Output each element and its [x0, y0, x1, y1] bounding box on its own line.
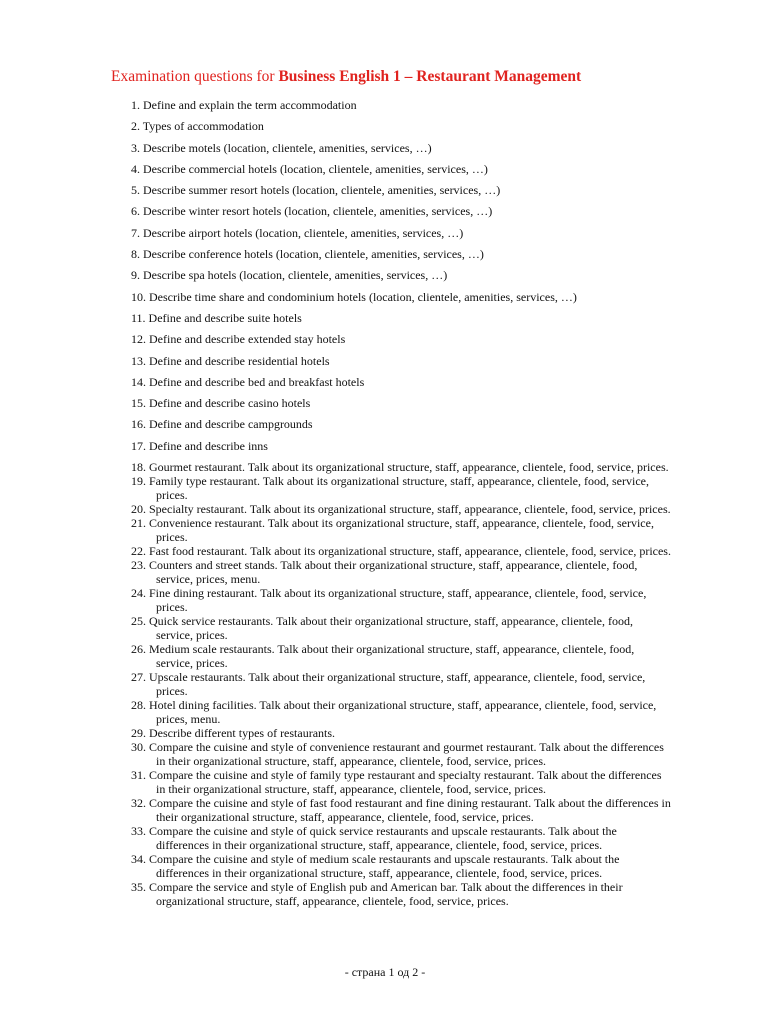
question-item: 9. Describe spa hotels (location, clientele, amenities, services, …) — [131, 268, 448, 283]
question-item: 25. Quick service restaurants. Talk about their organizational structure, staff, appearance, clientele, food, service, prices. — [131, 614, 633, 643]
question-item: 35. Compare the service and style of English pub and American bar. Talk about the differences in their organizational structure, staff, appearance, clientele, food, service, prices. — [131, 880, 623, 909]
question-item: 4. Describe commercial hotels (location, clientele, amenities, services, …) — [131, 161, 488, 176]
question-item: 1. Define and explain the term accommodation — [131, 98, 357, 112]
question-item: 21. Convenience restaurant. Talk about its organizational structure, staff, appearance, clientele, food, service, prices. — [131, 516, 654, 545]
question-item: 22. Fast food restaurant. Talk about its organizational structure, staff, appearance, clientele, food, service, prices. — [131, 544, 671, 559]
question-list — [131, 98, 671, 908]
question-item: 18. Gourmet restaurant. Talk about its organizational structure, staff, appearance, clientele, food, service, prices. — [131, 460, 669, 475]
question-item: 11. Define and describe suite hotels — [131, 310, 302, 325]
question-item: 32. Compare the cuisine and style of fast food restaurant and fine dining restaurant. Talk about the differences in their organizational structure, staff, appearance, clientele, food, service, prices. — [131, 796, 671, 825]
question-item: 28. Hotel dining facilities. Talk about their organizational structure, staff, appearance, clientele, food, service, prices, menu. — [131, 698, 657, 727]
question-item: 26. Medium scale restaurants. Talk about their organizational structure, staff, appearance, clientele, food, service, prices. — [131, 642, 635, 671]
document-title — [111, 68, 581, 86]
question-item: 13. Define and describe residential hotels — [131, 353, 330, 368]
title-course: Business English 1 – Restaurant Management — [278, 68, 582, 85]
question-item: 19. Family type restaurant. Talk about its organizational structure, staff, appearance, clientele, food, service, prices. — [131, 474, 649, 503]
question-item: 2. Types of accommodation — [131, 119, 264, 134]
question-item: 10. Describe time share and condominium hotels (location, clientele, amenities, services, …) — [131, 289, 577, 304]
question-item: 6. Describe winter resort hotels (location, clientele, amenities, services, …) — [131, 204, 493, 219]
question-item: 14. Define and describe bed and breakfast hotels — [131, 374, 365, 389]
title-prefix: Examination questions for — [111, 68, 279, 85]
question-item: 8. Describe conference hotels (location, clientele, amenities, services, …) — [131, 247, 484, 262]
question-item: 17. Define and describe inns — [131, 438, 268, 453]
question-item: 31. Compare the cuisine and style of family type restaurant and specialty restaurant. Talk about the differences in their organizational structure, staff, appearance, clientele, food, service, prices. — [131, 768, 662, 797]
question-item: 15. Define and describe casino hotels — [131, 396, 311, 411]
question-item: 20. Specialty restaurant. Talk about its organizational structure, staff, appearance, clientele, food, service, prices. — [131, 502, 671, 517]
question-item: 33. Compare the cuisine and style of quick service restaurants and upscale restaurants. Talk about the differences in their organizational structure, staff, appearance, clientele, food, service, prices. — [131, 824, 617, 853]
question-item: 24. Fine dining restaurant. Talk about its organizational structure, staff, appearance, clientele, food, service, prices. — [131, 586, 647, 615]
question-item: 23. Counters and street stands. Talk about their organizational structure, staff, appearance, clientele, food, service, prices, menu. — [131, 558, 638, 587]
question-item: 3. Describe motels (location, clientele, amenities, services, …) — [131, 140, 432, 155]
question-item: 16. Define and describe campgrounds — [131, 417, 313, 432]
question-item: 12. Define and describe extended stay hotels — [131, 332, 346, 347]
question-item: 29. Describe different types of restaurants. — [131, 726, 336, 741]
page-footer: - страна 1 од 2 - — [344, 965, 426, 979]
question-item: 5. Describe summer resort hotels (location, clientele, amenities, services, …) — [131, 183, 501, 198]
question-item: 34. Compare the cuisine and style of medium scale restaurants and upscale restaurants. Talk about the differences in their organizational structure, staff, appearance, clientele, food, service, prices. — [131, 852, 620, 881]
question-item: 30. Compare the cuisine and style of convenience restaurant and gourmet restaurant. Talk about the differences in their organizational structure, staff, appearance, clientele, food, service, prices. — [131, 740, 664, 769]
question-item: 27. Upscale restaurants. Talk about their organizational structure, staff, appearance, clientele, food, service, prices. — [131, 670, 646, 699]
question-item: 7. Describe airport hotels (location, clientele, amenities, services, …) — [131, 225, 464, 240]
